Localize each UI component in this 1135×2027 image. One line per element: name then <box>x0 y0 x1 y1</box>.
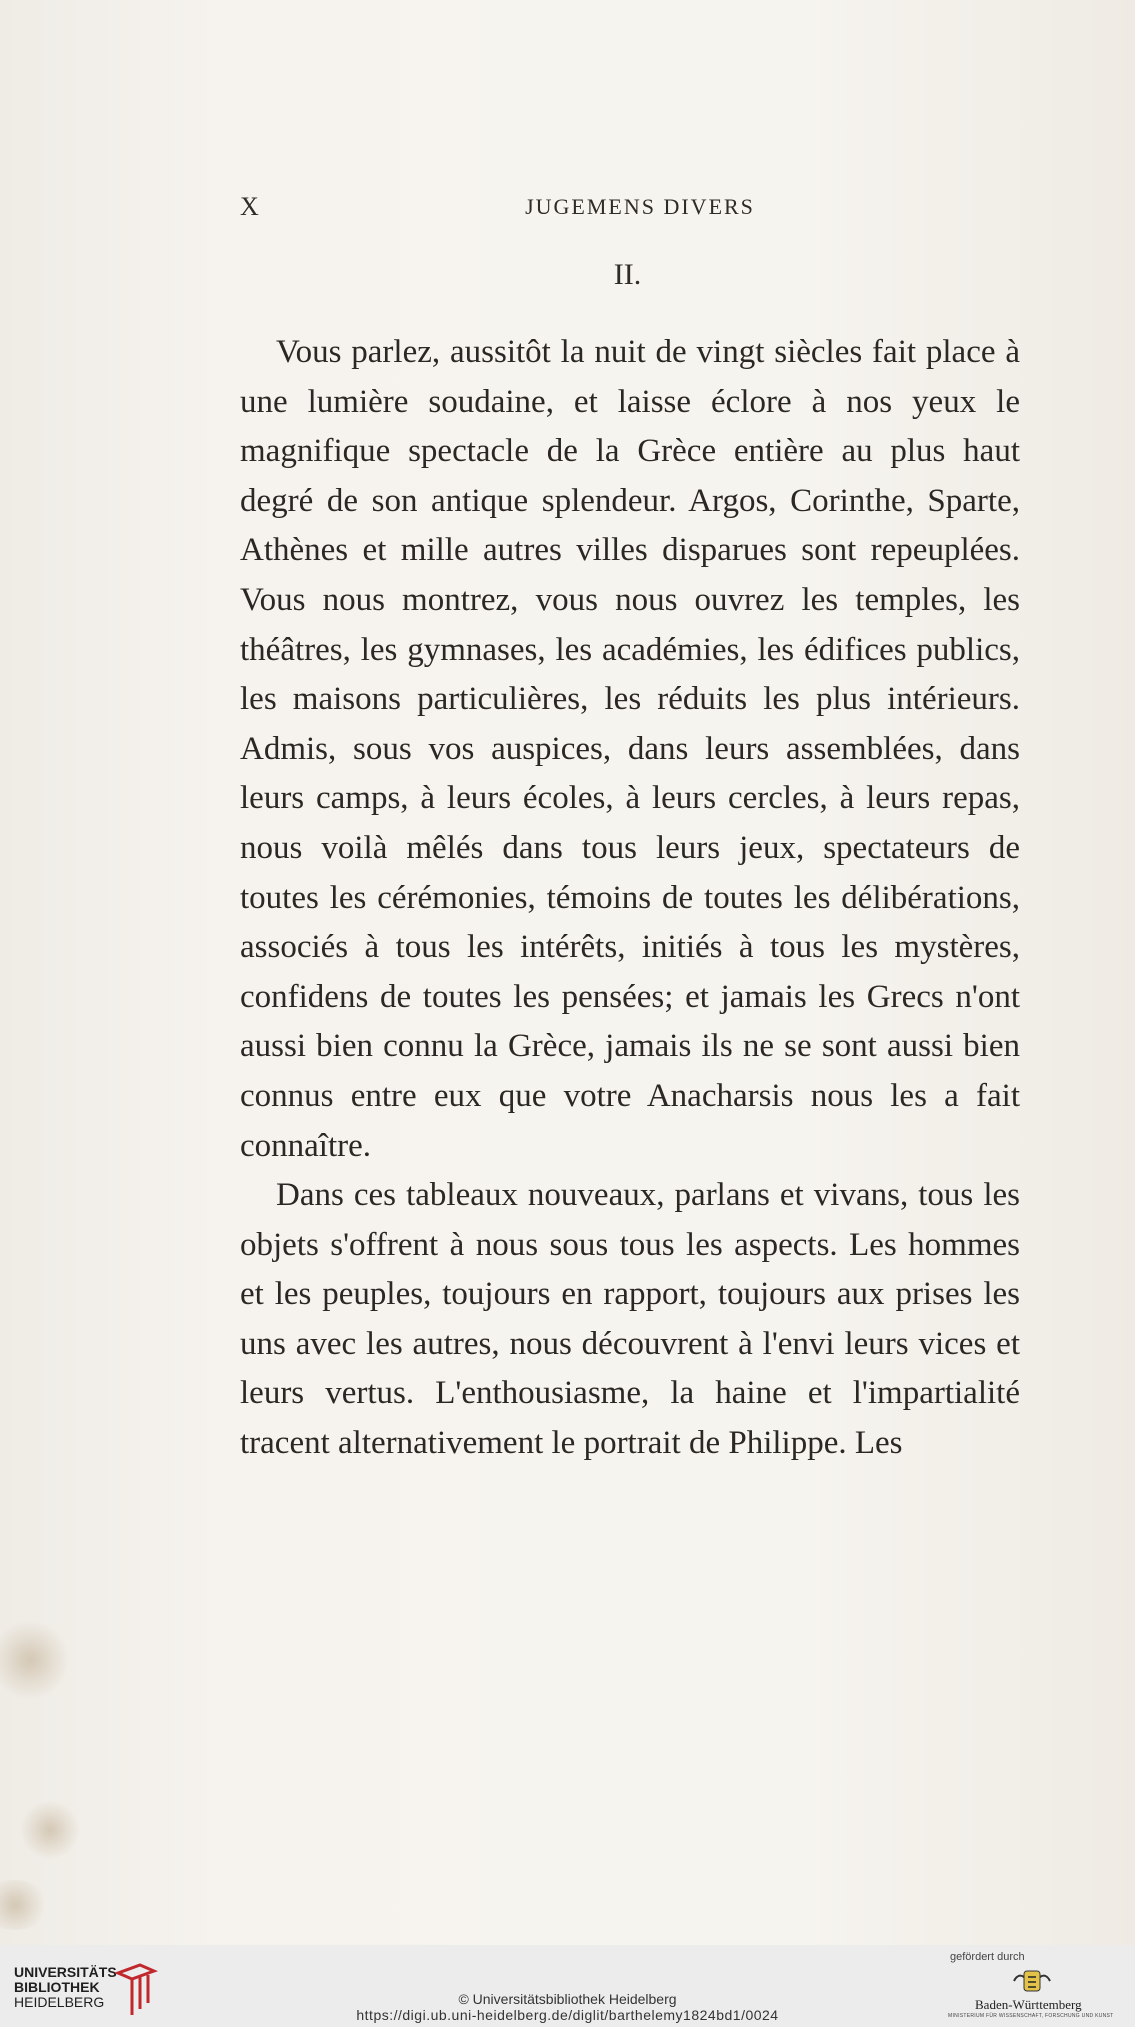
baden-wuerttemberg-emblem-icon <box>1010 1967 1054 1997</box>
viewer-footer <box>0 1945 1135 2027</box>
sponsor-name: Baden-Württemberg <box>975 1997 1082 2012</box>
library-name-line: HEIDELBERG <box>14 1994 105 2010</box>
page-header <box>240 192 1020 232</box>
copyright-notice: © Universitätsbibliothek Heidelberg <box>458 1991 677 2007</box>
running-head: JUGEMENS DIVERS <box>525 194 755 219</box>
sponsor-label: gefördert durch <box>950 1951 1025 1963</box>
sponsor-ministry: MINISTERIUM FÜR WISSENSCHAFT, FORSCHUNG UND KUNST <box>948 2013 1114 2019</box>
library-name-line: UNIVERSITÄTS- <box>14 1964 122 1980</box>
paper-stain <box>0 1880 50 1930</box>
paragraph: Dans ces tableaux nouveaux, parlans et vivans, tous les objets s'offrent à nous sous tous les aspects. Les hommes et les peuples, toujours en rapport, toujours aux prises les uns avec les autres, nous découvrent à l'envi leurs vices et leurs vertus. L'enthousiasme, la haine et l'impartialité tracent alternativement le portrait de Philippe. Les <box>240 1177 1020 1462</box>
permalink-url[interactable]: https://digi.ub.uni-heidelberg.de/diglit/barthelemy1824bd1/0024 <box>356 2007 779 2023</box>
library-name-line: BIBLIOTHEK <box>14 1979 100 1995</box>
paper-stain <box>20 1800 80 1860</box>
page-number: X <box>240 192 260 221</box>
section-number: II. <box>613 258 642 291</box>
paper-stain <box>0 1620 70 1700</box>
paragraph: Vous parlez, aussitôt la nuit de vingt siècles fait place à une lumière soudaine, et laisse éclore à nos yeux le magnifique spectacle de la Grèce entière au plus haut degré de son antique splendeur. Argos, Corinthe, Sparte, Athènes et mille autres villes disparues sont repeuplées. Vous nous montrez, vous nous ouvrez les temples, les théâtres, les gymnases, les académies, les édifices publics, les maisons particulières, les réduits les plus intérieurs. Admis, sous vos auspices, dans leurs assemblées, dans leurs camps, à leurs écoles, à leurs cercles, à leurs repas, nous voilà mêlés dans tous leurs jeux, spectateurs de toutes les cérémonies, témoins de toutes les délibérations, associés à tous les intérêts, initiés à tous les mystères, confidens de toutes les pensées; et jamais les Grecs n'ont aussi bien connu la Grèce, jamais ils ne se sont aussi bien connus entre eux que votre Anacharsis nous les a fait connaître. <box>240 334 1020 1164</box>
body-text <box>240 328 1020 1469</box>
